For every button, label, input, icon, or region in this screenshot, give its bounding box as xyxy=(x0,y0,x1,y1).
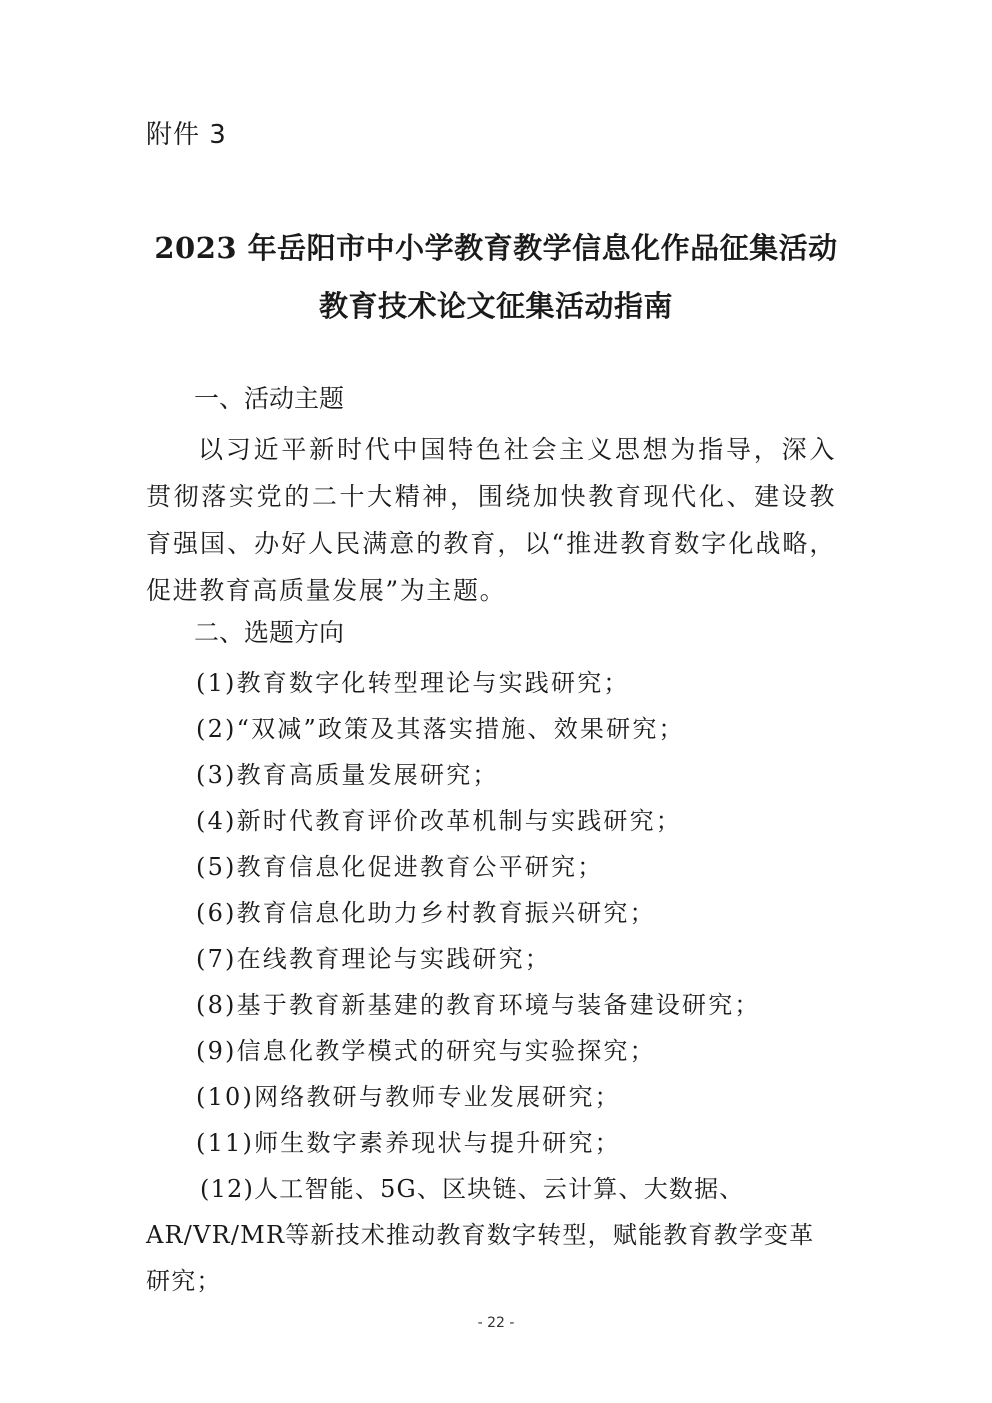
topic-item: (9)信息化教学模式的研究与实验探究； xyxy=(196,1037,656,1065)
topic-item: (3)教育高质量发展研究； xyxy=(196,761,499,789)
topic-item: (5)教育信息化促进教育公平研究； xyxy=(196,853,604,881)
document-title-line-1: 2023 年岳阳市中小学教育教学信息化作品征集活动 xyxy=(154,231,838,265)
section-heading-theme: 一、活动主题 xyxy=(194,384,345,413)
topic-item: (4)新时代教育评价改革机制与实践研究； xyxy=(196,807,682,835)
topic-item: (10)网络教研与教师专业发展研究； xyxy=(196,1083,621,1111)
topic-item: (11)师生数字素养现状与提升研究； xyxy=(196,1129,621,1157)
topic-item: (8)基于教育新基建的教育环境与装备建设研究； xyxy=(196,991,761,1019)
attachment-label: 附件 3 xyxy=(146,120,227,150)
topic-item: (2)“双减”政策及其落实措施、效果研究； xyxy=(196,715,685,743)
topic-list xyxy=(146,660,836,1304)
section-heading-topics: 二、选题方向 xyxy=(194,618,345,647)
document-title-line-2: 教育技术论文征集活动指南 xyxy=(318,289,673,323)
topic-item: (12)人工智能、5G、区块链、云计算、大数据、AR/VR/MR等新技术推动教育数字转型，赋能教育教学变革研究； xyxy=(146,1175,815,1295)
document-body xyxy=(146,380,836,1304)
topic-item: (6)教育信息化助力乡村教育振兴研究； xyxy=(196,899,656,927)
topic-item: (7)在线教育理论与实践研究； xyxy=(196,945,551,973)
topic-item: (1)教育数字化转型理论与实践研究； xyxy=(196,669,630,697)
section-body-theme: 以习近平新时代中国特色社会主义思想为指导，深入贯彻落实党的二十大精神，围绕加快教育现代化、建设教育强国、办好人民满意的教育，以“推进教育数字化战略，促进教育高质量发展”为主题。 xyxy=(146,435,836,605)
page-number: - 22 - xyxy=(477,1315,515,1331)
